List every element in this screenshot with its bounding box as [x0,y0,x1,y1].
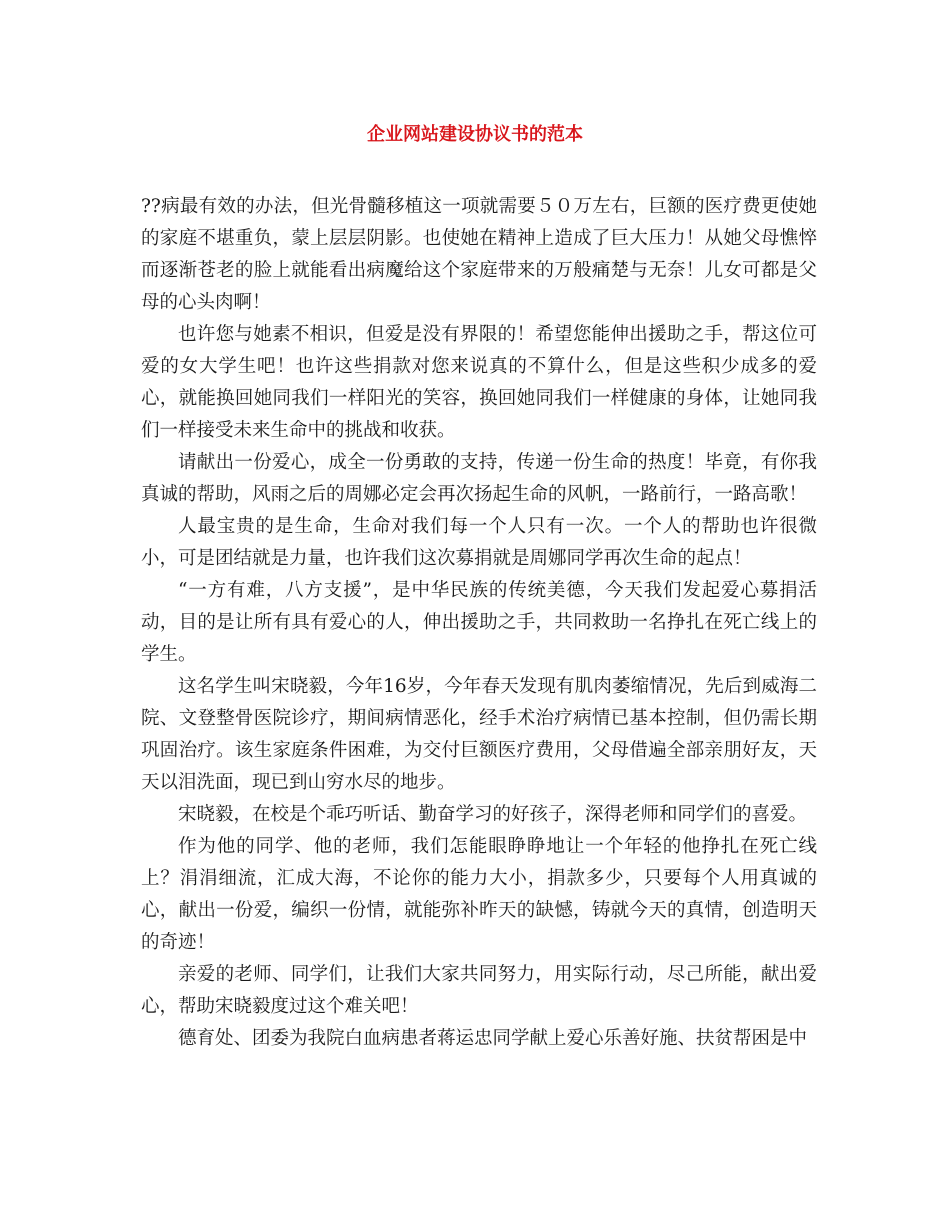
paragraph: ??病最有效的办法，但光骨髓移植这一项就需要５０万左右，巨额的医疗费更使她的家庭不堪重负，蒙上层层阴影。也使她在精神上造成了巨大压力！从她父母憔悴而逐渐苍老的脸上就能看出病魔给这个家庭带来的万般痛楚与无奈！儿女可都是父母的心头肉啊！ [141,196,817,313]
paragraph: “一方有难，八方支援”，是中华民族的传统美德，今天我们发起爱心募捐活动，目的是让所有具有爱心的人，伸出援助之手，共同救助一名挣扎在死亡线上的学生。 [141,580,817,665]
paragraph: 亲爱的老师、同学们，让我们大家共同努力，用实际行动，尽己所能，献出爱心，帮助宋晓毅度过这个难关吧！ [141,964,817,1017]
paragraph: 这名学生叫宋晓毅，今年16岁，今年春天发现有肌肉萎缩情况，先后到威海二院、文登整骨医院诊疗，期间病情恶化，经手术治疗病情已基本控制，但仍需长期巩固治疗。该生家庭条件困难，为交付巨额医疗费用，父母借遍全部亲朋好友，天天以泪洗面，现已到山穷水尽的地步。 [141,676,817,793]
paragraph: 德育处、团委为我院白血病患者蒋运忠同学献上爱心乐善好施、扶贫帮困是中 [178,1028,808,1049]
paragraph: 作为他的同学、他的老师，我们怎能眼睁睁地让一个年轻的他挣扎在死亡线上？涓涓细流，汇成大海，不论你的能力大小，捐款多少，只要每个人用真诚的心，献出一份爱，编织一份情，就能弥补昨天的缺憾，铸就今天的真情，创造明天的奇迹！ [141,836,817,953]
paragraph: 人最宝贵的是生命，生命对我们每一个人只有一次。一个人的帮助也许很微小，可是团结就是力量，也许我们这次募捐就是周娜同学再次生命的起点！ [141,516,817,569]
paragraph: 也许您与她素不相识，但爱是没有界限的！希望您能伸出援助之手，帮这位可爱的女大学生吧！也许这些捐款对您来说真的不算什么，但是这些积少成多的爱心，就能换回她同我们一样阳光的笑容，换回她同我们一样健康的身体，让她同我们一样接受未来生命中的挑战和收获。 [141,324,817,441]
document-body [141,191,817,1055]
paragraph: 宋晓毅，在校是个乖巧听话、勤奋学习的好孩子，深得老师和同学们的喜爱。 [178,804,808,825]
paragraph: 请献出一份爱心，成全一份勇敢的支持，传递一份生命的热度！毕竟，有你我真诚的帮助，风雨之后的周娜必定会再次扬起生命的风帆，一路前行，一路高歌！ [141,452,817,505]
document-title: 企业网站建设协议书的范本 [367,124,583,145]
